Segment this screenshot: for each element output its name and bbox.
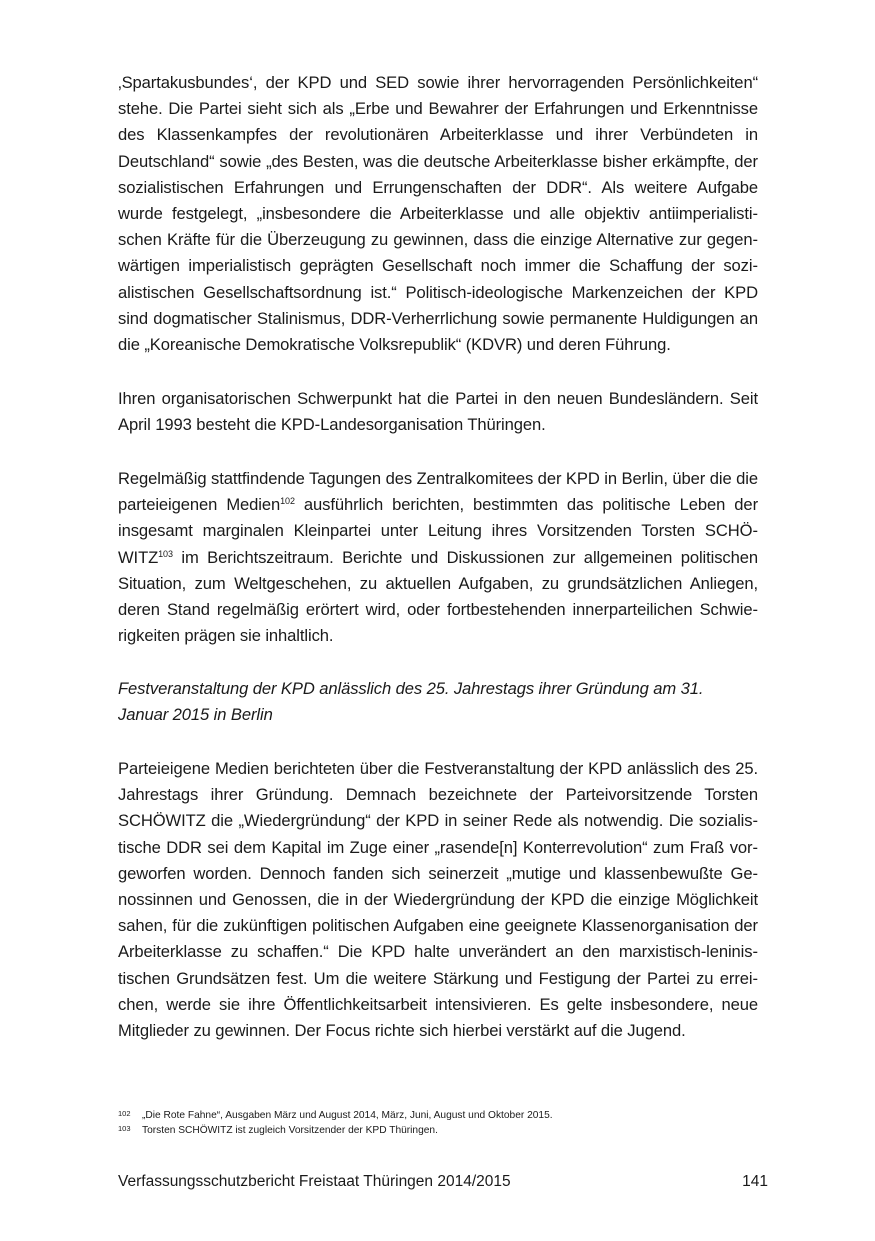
body-paragraph [118,70,758,358]
footnote-text: Torsten SCHÖWITZ ist zugleich Vorsitzender der KPD Thüringen. [142,1125,438,1136]
paragraph-text-part: Regelmäßig stattfindende Tagungen des Zentralkomitees der KPD in Berlin, über die die parteieigenen Medien [118,469,758,515]
footnote-item [118,1108,758,1123]
footnote-ref-103: 103 [158,548,173,559]
footnote-ref-102: 102 [280,496,295,507]
body-paragraph [118,756,758,1044]
page-number: 141 [742,1173,768,1190]
footnote-item [118,1123,758,1138]
section-heading [118,676,758,728]
footer-title: Verfassungsschutzbericht Freistaat Thüringen 2014/2015 [118,1173,511,1190]
page-footer [118,1171,768,1193]
body-paragraph [118,466,758,649]
footnote-number: 103 [118,1124,131,1133]
paragraph-text: Ihren organisatorischen Schwerpunkt hat die Partei in den neuen Bundesländern. Seit April 1993 besteht die KPD-Landesorganisation Thüringen. [118,389,758,435]
footnotes [118,1108,758,1138]
paragraph-text [118,466,758,649]
paragraph-text-part: ausführlich berichten, bestimmten das politische Leben der insgesamt marginalen Kleinpartei unter Leitung ihres Vorsitzenden Torsten SCHÖWITZ [118,495,758,567]
paragraph-text-part: im Berichtszeitraum. Berichte und Diskussionen zur allgemeinen politischen Situation, zum Weltgeschehen, zu aktuellen Aufgaben, zu grundsätzlichen Anliegen, deren Stand regelmäßig erörtert wird, oder fortbestehenden innerparteilichen Schwierigkeiten prägen sie inhaltlich. [118,547,758,646]
body-paragraph [118,386,758,438]
paragraph-text: Parteieigene Medien berichteten über die Festveranstaltung der KPD anlässlich des 25. Jahrestags ihrer Gründung. Demnach bezeichnete der Parteivorsitzende Torsten SCHÖWITZ die „Wiedergründung“ der KPD in seiner Rede als notwendig. Die sozialistische DDR sei dem Kapital im Zuge einer „rasende[n] Konterrevolution“ zum Fraß vorgeworfen worden. Dennoch fanden sich seinerzeit „mutige und klassenbewußte Genossinnen und Genossen, die in der Wiedergründung der KPD die einzige Möglichkeit sahen, für die zukünftigen politischen Aufgaben eine geeignete Klassenorganisation der Arbeiterklasse zu schaffen.“ Die KPD halte unverändert an den marxistisch-leninistischen Grundsätzen fest. Um die weitere Stärkung und Festigung der Partei zu erreichen, werde sie ihre Öffentlichkeitsarbeit intensivieren. Es gelte insbesondere, neue Mitglieder zu gewinnen. Der Focus richte sich hierbei verstärkt auf die Jugend. [118,759,758,1041]
section-heading-text: Festveranstaltung der KPD anlässlich des 25. Jahrestags ihrer Gründung am 31. Januar 2015 in Berlin [118,679,704,725]
footnote-number: 102 [118,1109,131,1118]
footnote-text: „Die Rote Fahne“, Ausgaben März und August 2014, März, Juni, August und Oktober 2015. [142,1110,553,1121]
paragraph-text: ‚Spartakusbundes‘, der KPD und SED sowie ihrer hervorragenden Persönlichkeiten“ stehe. Die Partei sieht sich als „Erbe und Bewahrer der Erfahrungen und Erkenntnisse des Klassenkampfes der revolutionären Arbeiterklasse und ihrer Verbündeten in Deutschland“ sowie „des Besten, was die deutsche Arbeiterklasse bisher erkämpfte, der sozialistischen Erfahrungen und Errungenschaften der DDR“. Als weitere Aufgabe wurde festgelegt, „insbesondere die Arbeiterklasse und alle objektiv antiimperialistischen Kräfte für die Überzeugung zu gewinnen, dass die einzige Alternative zur gegenwärtigen imperialistisch geprägten Gesellschaft noch immer die Schaffung der sozialistischen Gesellschaftsordnung ist.“ Politisch-ideologische Markenzeichen der KPD sind dogmatischer Stalinismus, DDR-Verherrlichung sowie permanente Huldigungen an die „Koreanische Demokratische Volksrepublik“ (KDVR) und deren Führung. [118,73,758,355]
